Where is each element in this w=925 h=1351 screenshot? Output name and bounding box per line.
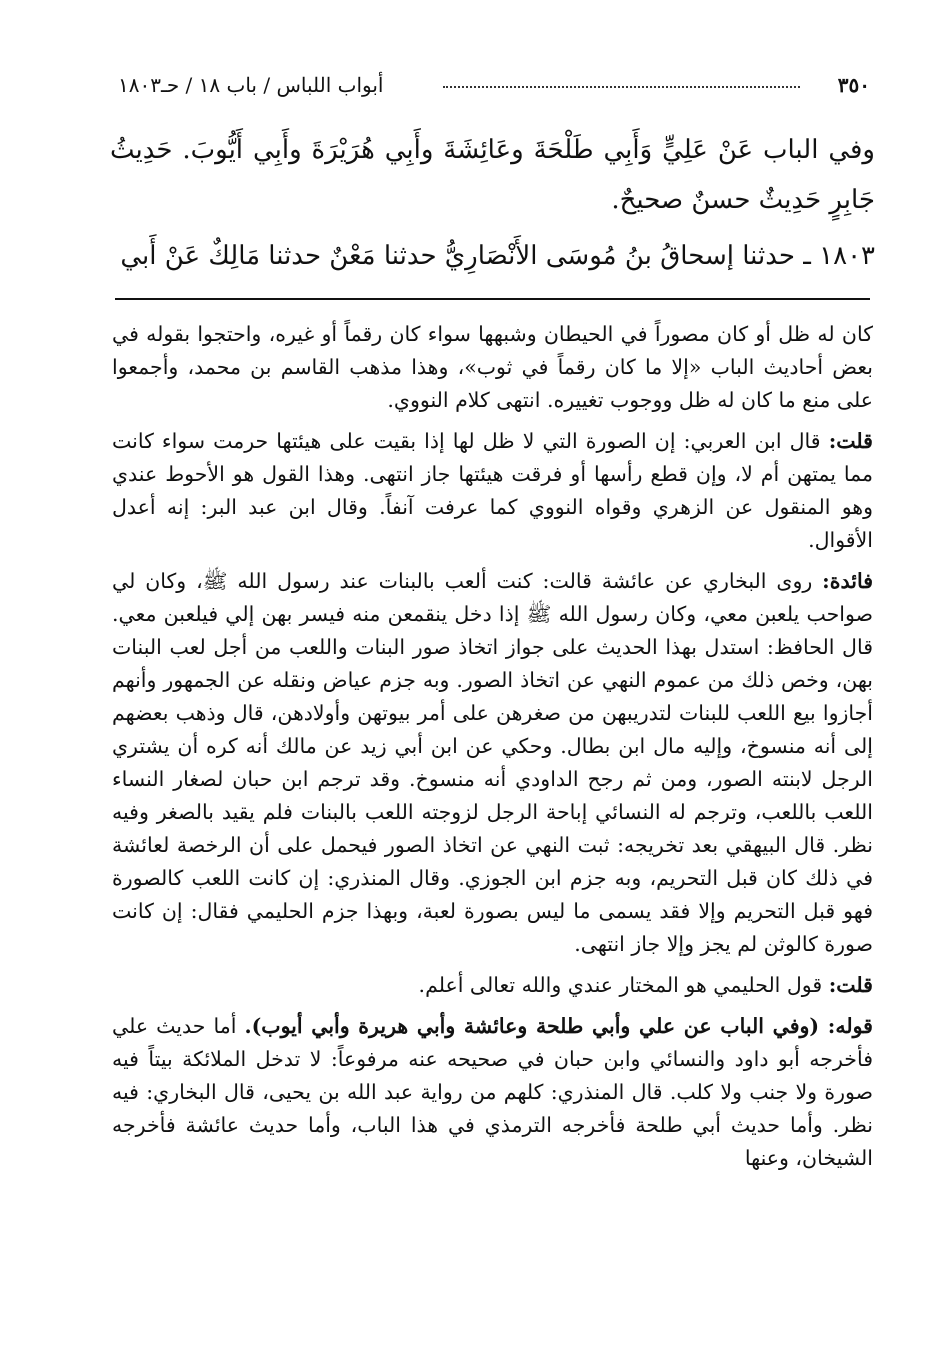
running-header <box>118 68 870 102</box>
hadith-paragraph-1803: ١٨٠٣ ـ حدثنا إسحاقُ بنُ مُوسَى الأَنْصَارِيُّ حدثنا مَعْنٌ حدثنا مَالِكٌ عَنْ أَبي <box>120 241 875 271</box>
paragraph-text: أما حديث علي فأخرجه أبو داود والنسائي وابن حبان في صحيحه عنه مرفوعاً: لا تدخل الملائكة بيتاً فيه صورة ولا جنب ولا كلب. قال المنذري: كلهم من رواية عبد الله بن يحيى، قال البخاري: فيه نظر. وأما حديث أبي طلحة فأخرجه الترمذي في هذا الباب، وأما حديث عائشة فأخرجه الشيخان، وعنها <box>112 1014 873 1170</box>
paragraph-text: كان له ظل أو كان مصوراً في الحيطان وشبهها سواء كان رقماً أو غيره، واحتجوا بقوله في بعض أحاديث الباب «إلا ما كان رقماً في ثوب»، وهذا مذهب القاسم بن محمد، وأجمعوا على منع ما كان له ظل ووجوب تغييره. انتهى كلام النووي. <box>112 322 873 412</box>
header-dotted-leader <box>443 86 800 88</box>
hadith-text-block <box>110 125 875 281</box>
chapter-reference: أبواب اللباس / باب ١٨ / حـ١٨٠٣ <box>118 73 384 97</box>
commentary-paragraph <box>112 318 873 417</box>
hadith-paragraph-1: وفي الباب عَنْ عَلِيٍّ وَأَبِي طَلْحَةَ وعَائِشَةَ وأَبِي هُرَيْرَةَ وأَبِي أَيُّوبَ. حَدِيثُ جَابِرٍ حَدِيثٌ حسنٌ صحيحٌ. <box>110 135 875 215</box>
commentary-paragraph <box>112 1010 873 1175</box>
paragraph-text: قول الحليمي هو المختار عندي والله تعالى أعلم. <box>418 973 829 997</box>
commentary-paragraph <box>112 425 873 557</box>
paragraph-text: قال ابن العربي: إن الصورة التي لا ظل لها إذا بقيت على هيئتها حرمت سواء كانت مما يمتهن أم لا، وإن قطع رأسها أو فرقت هيئتها جاز انتهى. وهذا القول هو الأحوط عندي وهو المنقول عن الزهري وقواه النووي كما عرفت آنفاً. وقال ابن عبد البر: إنه أعدل الأقوال. <box>112 429 873 552</box>
commentary-paragraph <box>112 969 873 1002</box>
paragraph-lead: قلت: <box>828 973 873 997</box>
paragraph-text: روى البخاري عن عائشة قالت: كنت ألعب بالبنات عند رسول الله ﷺ، وكان لي صواحب يلعبن معي، وكان رسول الله ﷺ إذا دخل ينقمعن منه فيسر بهن إلي فيلعبن معي. قال الحافظ: استدل بهذا الحديث على جواز اتخاذ صور البنات واللعب من أجل لعب البنات بهن، وخص ذلك من عموم النهي عن اتخاذ الصور. وبه جزم عياض ونقله عن الجمهور وأنهم أجازوا بيع اللعب للبنات لتدريبهن من صغرهن على أمر بيوتهن وأولادهن، قال وذهب بعضهم إلى أنه منسوخ، وإليه مال ابن بطال. وحكي عن ابن أبي زيد عن مالك أنه كره أن يشتري الرجل لابنته الصور، ومن ثم رجح الداودي أنه منسوخ. وقد ترجم ابن حبان لصغار النساء اللعب باللعب، وترجم له النسائي إباحة الرجل لزوجته اللعب بالبنات فلم يقيد بالصغر وفيه نظر. قال البيهقي بعد تخريجه: ثبت النهي عن اتخاذ الصور فيحمل على أن الرخصة لعائشة في ذلك كان قبل التحريم، وبه جزم ابن الجوزي. وقال المنذري: إن كانت اللعب كالصورة فهو قبل التحريم وإلا فقد يسمى ما ليس بصورة لعبة، وبهذا جزم الحليمي فقال: إن كانت صورة كالوثن لم يجز وإلا جاز انتهى. <box>112 569 873 956</box>
paragraph-lead: فائدة: <box>822 569 873 593</box>
paragraph-lead: قوله: (وفي الباب عن علي وأبي طلحة وعائشة وأبي هريرة وأبي أيوب). <box>244 1014 873 1038</box>
paragraph-lead: قلت: <box>828 429 873 453</box>
page-number: ٣٥٠ <box>837 73 870 97</box>
commentary-block <box>112 318 873 1183</box>
section-divider <box>115 298 870 300</box>
commentary-paragraph <box>112 565 873 961</box>
